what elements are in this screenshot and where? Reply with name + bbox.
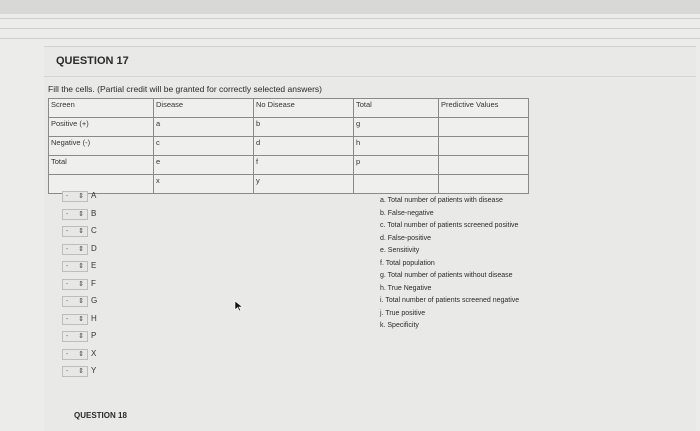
table-row [49, 118, 529, 137]
table-cell [354, 175, 439, 194]
dropdown-label: Y [91, 366, 97, 375]
table-cell: c [154, 137, 254, 156]
mouse-pointer-icon [234, 300, 244, 312]
table-cell: e [154, 156, 254, 175]
dropdown-label: G [91, 296, 98, 305]
table-row [49, 175, 529, 194]
select-arrows-icon: ⇕ [78, 315, 84, 323]
dropdown-label: A [91, 191, 97, 200]
top-bar [0, 0, 700, 14]
dropdown-label: P [91, 331, 97, 340]
table-header: Screen [49, 99, 154, 118]
table-header: Disease [154, 99, 254, 118]
answer-option: j. True positive [380, 309, 426, 317]
question-title: QUESTION 17 [56, 55, 129, 67]
select-arrows-icon: ⇕ [78, 280, 84, 288]
answer-select-g[interactable]: - ⇕ [62, 296, 88, 307]
answer-option: f. Total population [380, 259, 435, 267]
answer-select-a[interactable]: - ⇕ [62, 191, 88, 202]
table-cell: h [354, 137, 439, 156]
table-cell [439, 118, 529, 137]
dropdown-label: D [91, 243, 97, 253]
table-header: No Disease [254, 99, 354, 118]
select-arrows-icon: ⇕ [78, 245, 84, 253]
dropdown-label: X [91, 348, 97, 358]
answer-option: g. Total number of patients without disease [380, 272, 513, 279]
answer-option: b. False-negative [380, 209, 434, 217]
dropdown-label: C [91, 226, 97, 235]
table-cell [439, 175, 529, 194]
table-cell: f [254, 156, 354, 175]
table-cell: b [254, 118, 354, 137]
answer-select-e[interactable]: - ⇕ [62, 261, 88, 272]
table-cell: y [254, 175, 354, 194]
answer-option: d. False-positive [380, 234, 431, 242]
table-cell: Negative (-) [49, 137, 154, 156]
select-arrows-icon: ⇕ [78, 263, 84, 270]
answer-option: c. Total number of patients screened positive [380, 222, 519, 229]
table-cell [439, 137, 529, 156]
select-arrows-icon: ⇕ [78, 368, 84, 375]
answer-option: e. Sensitivity [380, 247, 420, 254]
answer-select-d[interactable]: - ⇕ [62, 244, 88, 255]
table-cell: g [354, 118, 439, 137]
select-arrows-icon: ⇕ [78, 350, 84, 358]
question-instructions: Fill the cells. (Partial credit will be granted for correctly selected answers) [48, 84, 322, 94]
dropdown-label: E [91, 261, 97, 270]
answer-select-f[interactable]: - ⇕ [62, 279, 88, 290]
table-cell: x [154, 175, 254, 194]
table-row [49, 156, 529, 175]
select-arrows-icon: ⇕ [78, 193, 84, 200]
select-arrows-icon: ⇕ [78, 210, 84, 218]
table-row [49, 137, 529, 156]
table-header: Total [354, 99, 439, 118]
answer-select-b[interactable]: - ⇕ [62, 209, 88, 220]
select-arrows-icon: ⇕ [78, 228, 84, 235]
table-cell: p [354, 156, 439, 175]
table-cell: a [154, 118, 254, 137]
dropdown-label: H [91, 313, 97, 323]
answer-select-y[interactable]: - ⇕ [62, 366, 88, 377]
answer-select-p[interactable]: - ⇕ [62, 331, 88, 342]
next-question-title: QUESTION 18 [74, 411, 127, 420]
table-header: Predictive Values [439, 99, 529, 118]
table-cell: Positive (+) [49, 118, 154, 137]
answer-option: i. Total number of patients screened negative [380, 297, 520, 304]
answer-option: h. True Negative [380, 284, 432, 292]
answer-select-c[interactable]: - ⇕ [62, 226, 88, 237]
answer-select-x[interactable]: - ⇕ [62, 349, 88, 360]
dropdown-label: B [91, 208, 97, 218]
select-arrows-icon: ⇕ [78, 333, 84, 340]
answer-options-list [380, 197, 519, 335]
table-cell: d [254, 137, 354, 156]
contingency-table [48, 98, 529, 194]
table-cell: Total [49, 156, 154, 175]
select-arrows-icon: ⇕ [78, 298, 84, 305]
answer-select-h[interactable]: - ⇕ [62, 314, 88, 325]
divider [44, 76, 696, 77]
answer-option: k. Specificity [380, 322, 419, 329]
table-header-row [49, 99, 529, 118]
table-cell [439, 156, 529, 175]
answer-option: a. Total number of patients with disease [380, 197, 503, 204]
dropdown-label: F [91, 278, 96, 288]
